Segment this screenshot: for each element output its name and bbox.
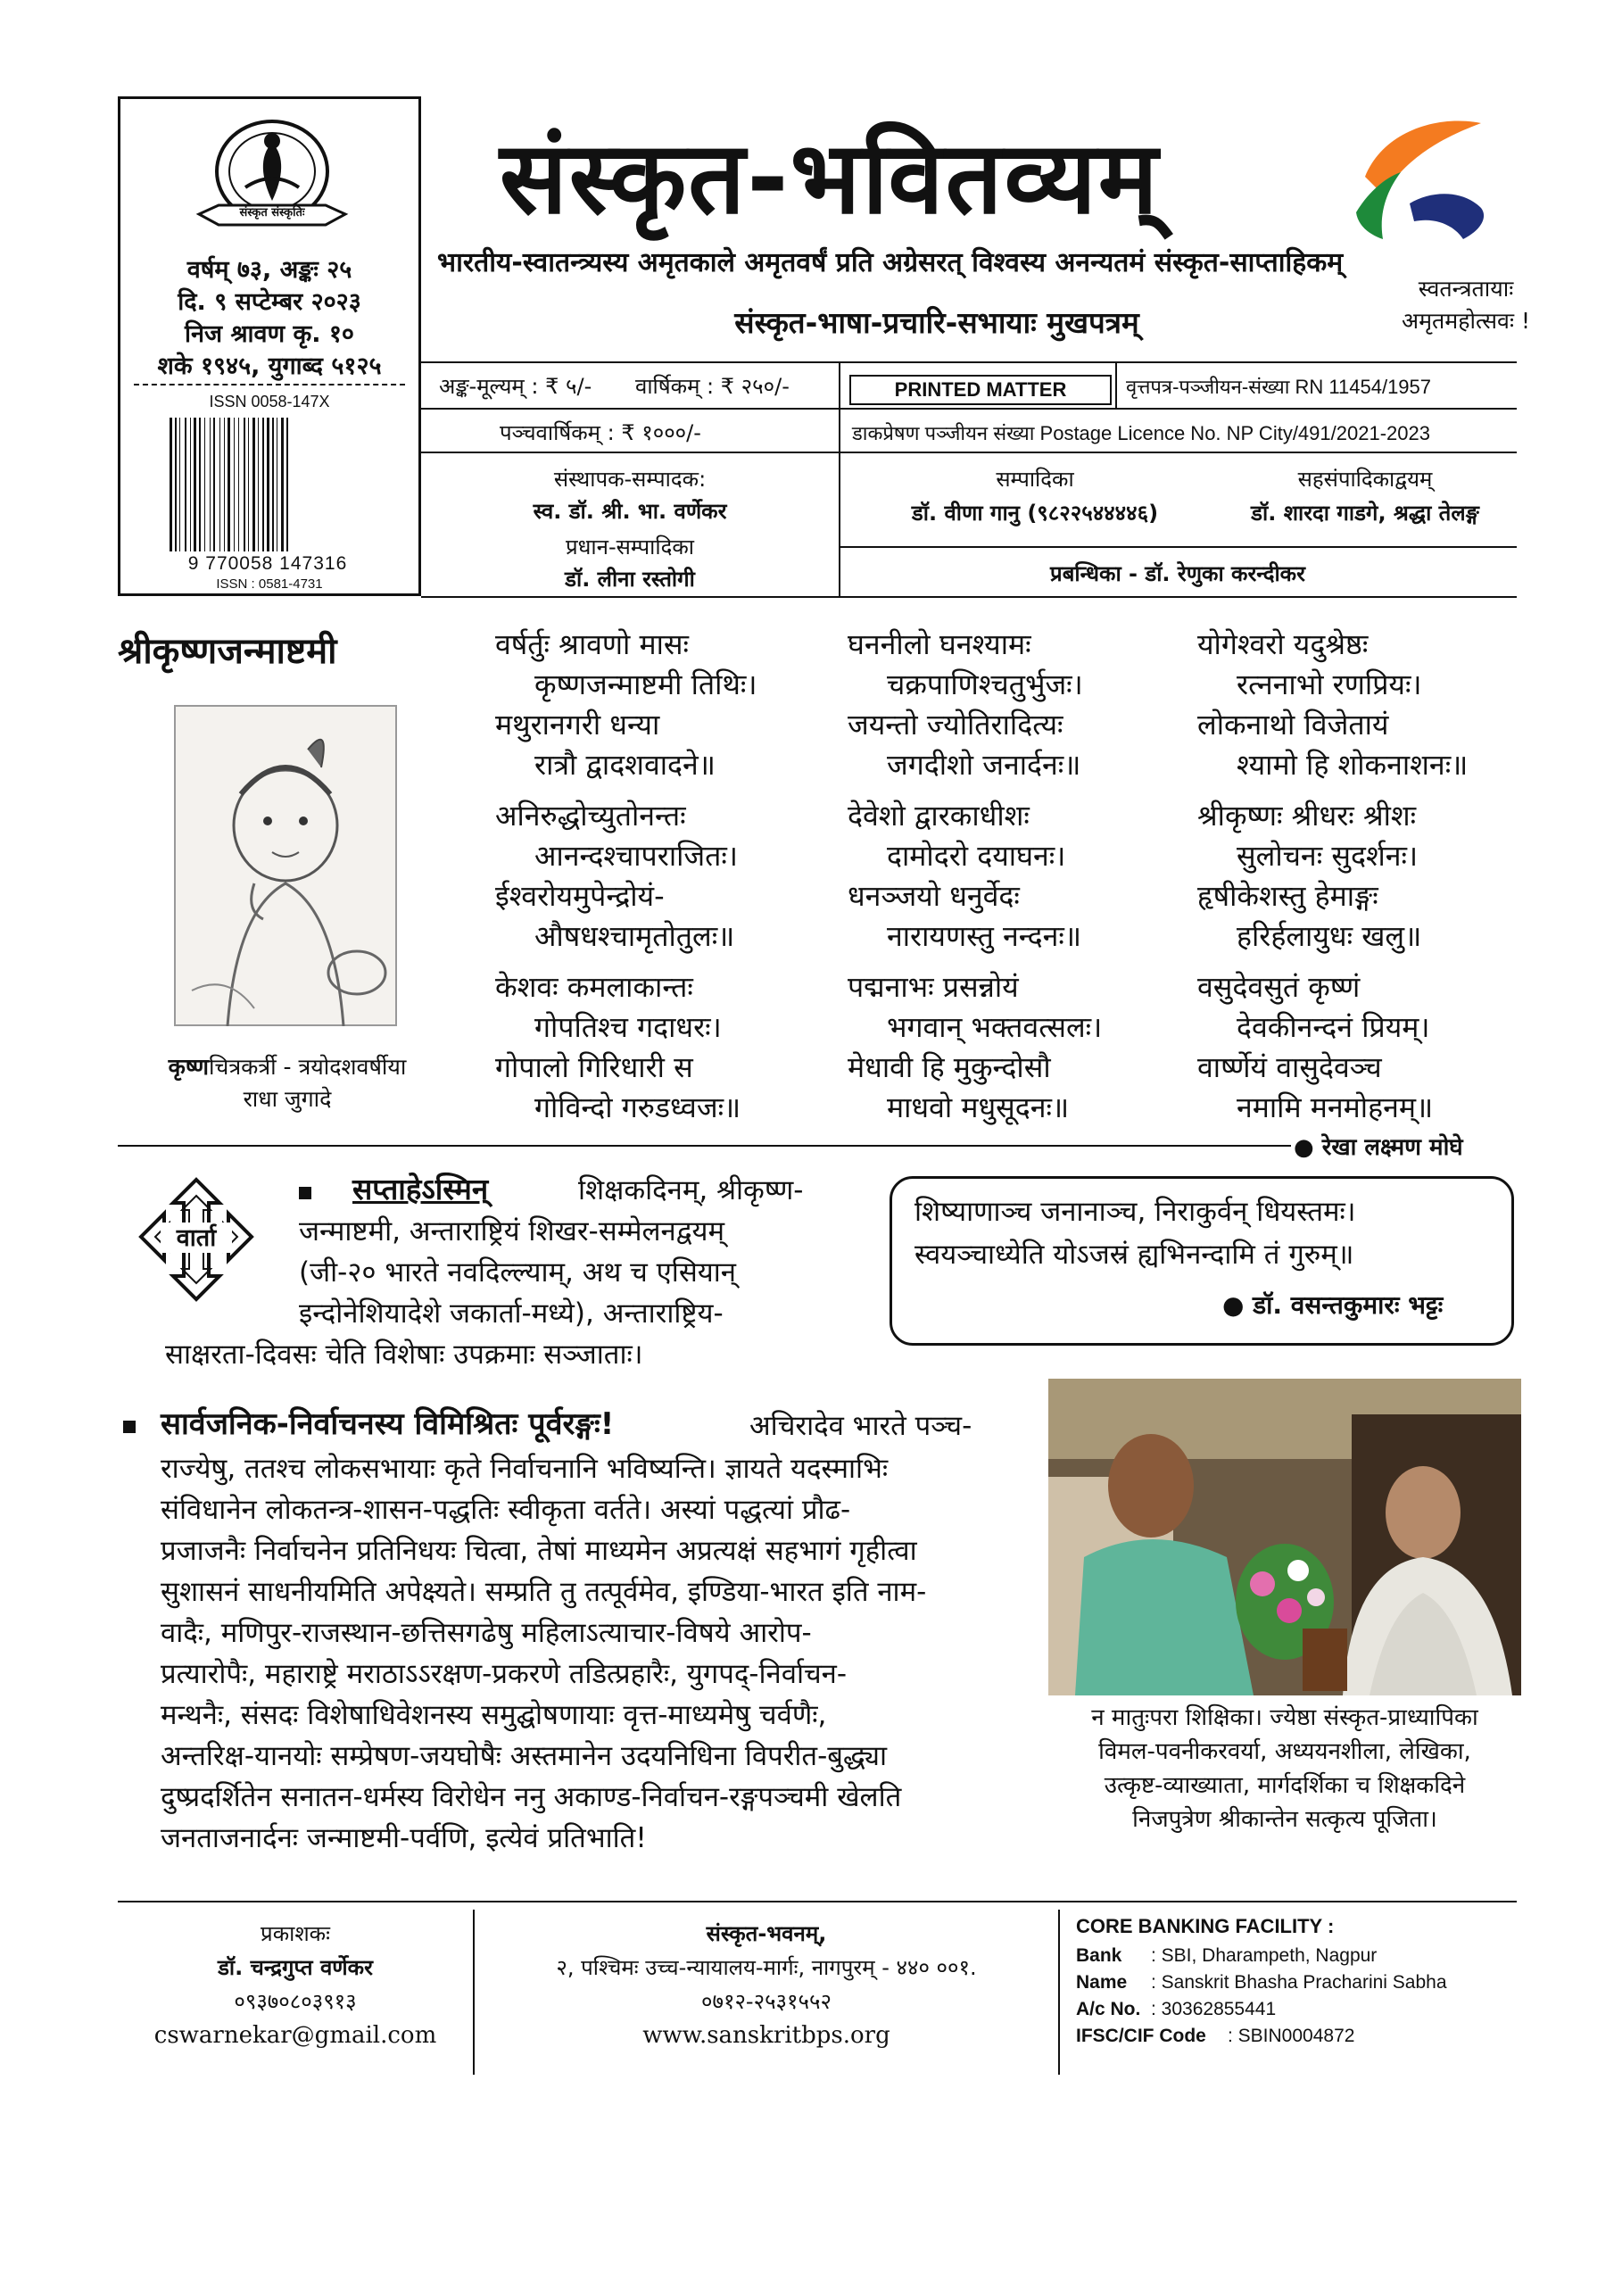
bank-row-key: IFSC/CIF Code xyxy=(1076,2026,1206,2046)
registration-number: वृत्तपत्र-पञ्जीयन-संख्या RN 11454/1957 xyxy=(1126,376,1432,398)
barcode-bar xyxy=(219,418,220,551)
article-line: वादैः, मणिपुर-राजस्थान-छत्तिसगढेषु महिलाऽत्याचार-विषये आरोप- xyxy=(161,1617,812,1649)
verse-line: जगदीशो जनार्दनः॥ xyxy=(887,748,1081,782)
article-line-0: अचिरादेव भारते पञ्च- xyxy=(749,1410,972,1442)
photo-caption-2: विमल-पवनीकरवर्या, अध्ययनशीला, लेखिका, xyxy=(1098,1738,1471,1765)
verse-line: केशवः कमलाकान्तः xyxy=(495,970,693,1004)
azadi-flag-icon xyxy=(1347,105,1499,266)
barcode-bar xyxy=(244,418,245,551)
verse-line: वसुदेवसुतं कृष्णं xyxy=(1197,970,1361,1004)
issn-top: ISSN 0058-147X xyxy=(209,393,330,410)
postage-licence: डाकप्रेषण पञ्जीयन संख्या Postage Licence No. NP City/491/2021-2023 xyxy=(852,422,1430,444)
varta-line-2: जन्माष्टमी, अन्ताराष्ट्रियं शिखर-सम्मेलनद्वयम् xyxy=(299,1215,725,1247)
barcode-bar xyxy=(190,418,191,551)
barcode-digits: 9 770058 147316 xyxy=(187,553,348,574)
verse-line: रत्ननाभो रणप्रियः। xyxy=(1237,667,1422,701)
verse-line: वार्ष्णेयं वासुदेवञ्च xyxy=(1197,1050,1382,1084)
coeditors-names: डॉ. शारदा गाडगे, श्रद्धा तेलङ्ग xyxy=(1251,501,1479,526)
logo-ring-text: संस्कृत संस्कृतिः xyxy=(239,206,305,220)
bank-row-value: : 30362855441 xyxy=(1151,1999,1277,2019)
masthead-subtitle: संस्कृत-भाषा-प्रचारि-सभायाः मुखपत्रम् xyxy=(734,305,1139,340)
feature-caption xyxy=(118,1051,457,1082)
address-title: संस्कृत-भवनम्, xyxy=(706,1921,827,1946)
verse-line: रात्रौ द्वादशवादने॥ xyxy=(534,748,716,782)
verse-line: गोपतिश्च गदाधरः। xyxy=(534,1010,722,1044)
barcode-bar xyxy=(210,418,211,551)
barcode-bar xyxy=(185,418,186,551)
annual-subscription: वार्षिकम् : ₹ २५०/- xyxy=(635,374,790,399)
barcode-bar xyxy=(272,418,274,551)
feature-heading: श्रीकृष्णजन्माष्टमी xyxy=(118,631,337,672)
verse-line: हरिर्हलायुधः खलु॥ xyxy=(1237,919,1422,953)
varta-line-5: साक्षरता-दिवसः चेति विशेषाः उपक्रमाः सञ्जाताः। xyxy=(165,1339,643,1371)
info-vdivider-2 xyxy=(1115,361,1117,408)
flag-text-1: स्वतन्त्रतायाः xyxy=(1418,276,1514,302)
issn-divider xyxy=(134,384,405,385)
barcode-bar xyxy=(175,418,177,551)
website-link[interactable]: www.sanskritbps.org xyxy=(642,2022,890,2049)
verse-line: धनञ्जयो धनुर्वेदः xyxy=(848,879,1020,913)
issue-volume: वर्षम् ७३, अङ्कः २५ xyxy=(186,256,352,284)
barcode xyxy=(170,418,357,551)
issue-shaka: शके १९४५, युगाब्द ५१२५ xyxy=(157,352,382,380)
article-line: अन्तरिक्ष-यानयोः सम्प्रेषण-जयघोषैः अस्तमानेन उदयनिधिना विपरीत-बुद्ध्या xyxy=(161,1740,887,1772)
quote-author: ● डॉ. वसन्तकुमारः भट्टः xyxy=(1222,1290,1444,1320)
verse-line: औषधश्चामृतोतुलः॥ xyxy=(534,919,735,953)
caption-rest: चित्रकर्त्री - त्रयोदशवर्षीया xyxy=(208,1054,407,1080)
verse-line: चक्रपाणिश्चतुर्भुजः। xyxy=(887,667,1083,701)
bank-row-value: : Sanskrit Bhasha Pracharini Sabha xyxy=(1151,1972,1447,1993)
barcode-bar xyxy=(179,418,180,551)
editor-name: डॉ. वीणा गानु (९८२२५४४४४६) xyxy=(911,501,1159,526)
article-line: प्रजाजनैः निर्वाचनेन प्रतिनिधयः चित्वा, तेषां माध्यमेन अप्रत्यक्षं सहभागं गृहीत्वा xyxy=(161,1535,917,1567)
price: अङ्क-मूल्यम् : ₹ ५/- xyxy=(439,374,592,399)
article-line: राज्येषु, ततश्च लोकसभायाः कृते निर्वाचनानि भविष्यन्ति। ज्ञायते यदस्माभिः xyxy=(161,1453,889,1485)
article-line: दुष्प्रदर्शितेन सनातन-धर्मस्य विरोधेन ननु अकाण्ड-निर्वाचन-रङ्गपञ्चमी खेलति xyxy=(161,1781,902,1813)
verse-line: भगवान् भक्तवत्सलः। xyxy=(887,1010,1103,1044)
info-top-rule xyxy=(421,361,1517,363)
info-rule-3 xyxy=(421,452,1517,453)
barcode-bar xyxy=(258,418,259,551)
bank-row-value: : SBIN0004872 xyxy=(1228,2026,1355,2046)
verse-line: गोविन्दो गरुडध्वजः॥ xyxy=(534,1090,741,1124)
quote-line-2: स्वयञ्चाध्येति योऽजस्रं ह्यभिनन्दामि तं गुरुम्॥ xyxy=(914,1239,1354,1271)
varta-line-3: (जी-२० भारते नवदिल्ल्याम्, अथ च एसियान् xyxy=(299,1256,736,1289)
founder-label: संस्थापक-सम्पादक: xyxy=(553,467,707,492)
flag-text-2: अमृतमहोत्सवः ! xyxy=(1402,308,1530,334)
verse-line: पद्मनाभः प्रसन्नोयं xyxy=(848,970,1019,1004)
info-rule-4 xyxy=(839,546,1517,548)
issn-bottom: ISSN : 0581-4731 xyxy=(216,576,323,592)
bank-row-value: : SBI, Dharampeth, Nagpur xyxy=(1151,1945,1378,1966)
article-line: मन्थनैः, संसदः विशेषाधिवेशनस्य समुद्घोषणायाः वृत्त-माध्यमेषु चर्वणैः, xyxy=(161,1699,827,1731)
verse-line: श्यामो हि शोकनाशनः॥ xyxy=(1237,748,1469,782)
chief-editor-label: प्रधान-सम्पादिका xyxy=(566,535,694,559)
verse-line: लोकनाथो विजेतायं xyxy=(1197,708,1389,742)
verse-column-3 xyxy=(1197,625,1468,1128)
verse-line: दामोदरो दयाघनः। xyxy=(887,839,1066,873)
article-line: संविधानेन लोकतन्त्र-शासन-पद्धतिः स्वीकृता वर्तते। अस्यां पद्धत्यां प्रौढ- xyxy=(161,1494,851,1526)
barcode-bar xyxy=(252,418,255,551)
article-line: प्रत्यारोपैः, महाराष्ट्रे मराठाऽऽरक्षण-प्रकरणे तडित्प्रहारैः, युगपद्-निर्वाचन- xyxy=(161,1658,848,1690)
bank-row-key: Name xyxy=(1076,1972,1128,1993)
varta-heading: सप्ताहेऽस्मिन् xyxy=(352,1172,489,1206)
verse-line: मथुरानगरी धन्या xyxy=(495,708,660,742)
masthead-tagline: भारतीय-स्वातन्त्र्यस्य अमृतकाले अमृतवर्षं प्रति अग्रेसरत् विश्वस्य अनन्यतमं संस्कृत-साप्ताहिकम् xyxy=(437,247,1344,278)
verse-column-2 xyxy=(848,625,1102,1128)
verse-author: ● रेखा लक्ष्मण मोघे xyxy=(1294,1134,1463,1161)
barcode-bar xyxy=(238,418,239,551)
publisher-name: डॉ. चन्द्रगुप्त वर्णेकर xyxy=(218,1955,373,1980)
verse-line: नमामि मनमोहनम्॥ xyxy=(1237,1090,1434,1124)
manager: प्रबन्धिका - डॉ. रेणुका करन्दीकर xyxy=(1050,561,1305,586)
barcode-bar xyxy=(286,418,288,551)
barcode-bar xyxy=(194,418,196,551)
footer-rule xyxy=(118,1901,1517,1902)
article-heading: सार्वजनिक-निर्वाचनस्य विमिश्रितः पूर्वरङ्गः! xyxy=(161,1406,615,1442)
barcode-bar xyxy=(170,418,172,551)
footer-divider-2 xyxy=(1058,1910,1060,2075)
verse-line: देवकीनन्दनं प्रियम्। xyxy=(1237,1010,1430,1044)
barcode-bar xyxy=(213,418,215,551)
verse-line: आनन्दश्चापराजितः। xyxy=(534,839,738,873)
address-line: २, पश्चिमः उच्च-न्यायालय-मार्गः, नागपुरम् - ४४० ००१. xyxy=(556,1955,977,1980)
bank-heading: CORE BANKING FACILITY : xyxy=(1076,1915,1335,1937)
verse-rule xyxy=(118,1145,1291,1147)
chief-editor-name: डॉ. लीना रस्तोगी xyxy=(565,567,695,592)
bank-row-key: A/c No. xyxy=(1076,1999,1141,2019)
article-line: जनताजनार्दनः जन्माष्टमी-पर्वणि, इत्येवं प्रतिभाति! xyxy=(161,1822,647,1854)
verse-line: जयन्तो ज्योतिरादित्यः xyxy=(848,708,1063,742)
verse-line: हृषीकेशस्तु हेमाङ्गः xyxy=(1197,879,1378,913)
barcode-bar xyxy=(281,418,284,551)
caption-artist: राधा जुगादे xyxy=(243,1086,332,1112)
verse-line: अनिरुद्धोच्युतोनन्तः xyxy=(495,799,686,833)
bank-row-key: Bank xyxy=(1076,1945,1122,1966)
publisher-phone: ०९३७०८०३९१३ xyxy=(234,1989,357,2014)
info-mid-rule xyxy=(421,408,1517,410)
editor-label: सम्पादिका xyxy=(996,467,1074,492)
verse-line: मेधावी हि मुकुन्दोसौ xyxy=(848,1050,1051,1084)
barcode-bar xyxy=(199,418,201,551)
info-bottom-rule xyxy=(421,596,1517,598)
article-bullet xyxy=(123,1421,136,1433)
verse-line: कृष्णजन्माष्टमी तिथिः। xyxy=(534,667,757,701)
verse-line: सुलोचनः सुदर्शनः। xyxy=(1237,839,1419,873)
varta-line-4: इन्दोनेशियादेशे जकार्ता-मध्ये), अन्ताराष्ट्रिय- xyxy=(299,1297,724,1330)
varta-logo-label: वार्ता xyxy=(176,1224,217,1252)
five-year-subscription: पञ्चवार्षिकम् : ₹ १०००/- xyxy=(500,420,701,445)
caption-bold: कृष्ण xyxy=(168,1054,209,1080)
sabha-logo-icon xyxy=(183,116,361,241)
verse-line: देवेशो द्वारकाधीशः xyxy=(848,799,1030,833)
barcode-bar xyxy=(248,418,249,551)
issue-tithi: निज श्रावण कृ. १० xyxy=(185,320,354,348)
issue-date: दि. ९ सप्टेम्बर २०२३ xyxy=(178,288,361,316)
photo-caption-1: न मातुःपरा शिक्षिका। ज्येष्ठा संस्कृत-प्राध्यापिका xyxy=(1091,1704,1478,1731)
verse-line: योगेश्वरो यदुश्रेष्ठः xyxy=(1197,627,1369,661)
quote-line-1: शिष्याणाञ्च जनानाञ्च, निराकुर्वन् धियस्तमः। xyxy=(914,1196,1356,1228)
publisher-label: प्रकाशकः xyxy=(261,1921,330,1946)
masthead-title: संस्कृत-भवितव्यम् xyxy=(500,120,1160,236)
address-phone: ०७१२-२५३१५५२ xyxy=(701,1989,832,2014)
barcode-bar xyxy=(228,418,230,551)
bullet-square xyxy=(299,1187,311,1199)
verse-line: नारायणस्तु नन्दनः॥ xyxy=(887,919,1082,953)
barcode-bar xyxy=(204,418,205,551)
verse-line: श्रीकृष्णः श्रीधरः श्रीशः xyxy=(1197,799,1417,833)
teacher-felicitation-photo xyxy=(1048,1379,1521,1695)
publisher-email[interactable]: cswarnekar@gmail.com xyxy=(153,2022,437,2049)
article-line: सुशासनं साधनीयमिति अपेक्ष्यते। सम्प्रति तु तत्पूर्वमेव, इण्डिया-भारत इति नाम- xyxy=(161,1576,927,1608)
photo-caption-3: उत्कृष्ट-व्याख्याता, मार्गदर्शिका च शिक्षकदिने xyxy=(1104,1772,1466,1799)
verse-line: घननीलो घनश्यामः xyxy=(848,627,1031,661)
verse-line: ईश्वरोयमुपेन्द्रोयं- xyxy=(495,879,665,913)
founder-name: स्व. डॉ. श्री. भा. वर्णेकर xyxy=(533,499,727,524)
coeditors-label: सहसंपादिकाद्वयम् xyxy=(1297,467,1433,492)
krishna-sketch xyxy=(174,705,397,1026)
photo-caption-4: निजपुत्रेण श्रीकान्तेन सत्कृत्य पूजिता। xyxy=(1132,1806,1437,1833)
varta-line-1: शिक्षकदिनम्, श्रीकृष्ण- xyxy=(578,1174,804,1206)
barcode-bar xyxy=(262,418,264,551)
verse-line: माधवो मधुसूदनः॥ xyxy=(887,1090,1070,1124)
verse-column-1 xyxy=(495,625,757,1128)
verse-line: वर्षर्तुः श्रावणो मासः xyxy=(495,627,690,661)
printed-matter: PRINTED MATTER xyxy=(849,375,1112,405)
barcode-bar xyxy=(234,418,235,551)
barcode-bar xyxy=(267,418,269,551)
barcode-bar xyxy=(224,418,225,551)
verse-line: गोपालो गिरिधारी स xyxy=(495,1050,693,1084)
